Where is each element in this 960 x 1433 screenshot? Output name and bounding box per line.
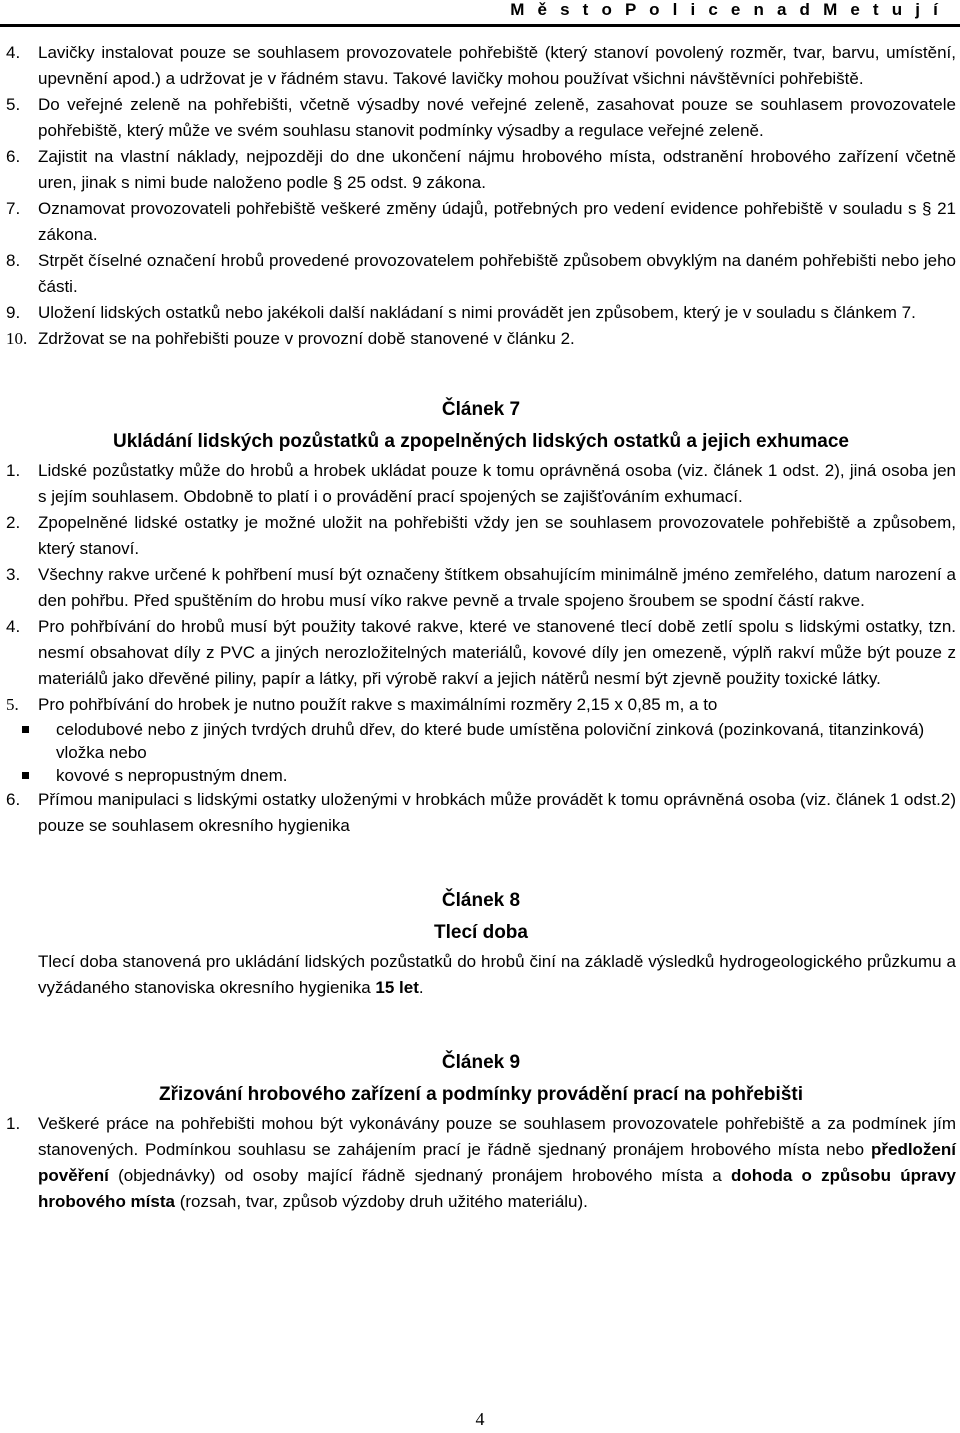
item-text-part: (objednávky) od osoby mající řádně sjednaný pronájem hrobového místa a <box>108 1166 731 1185</box>
article-8 <box>6 885 956 1001</box>
list-item <box>6 40 956 92</box>
list-item <box>6 614 956 692</box>
list-item <box>6 458 956 510</box>
item-text: Všechny rakve určené k pohřbení musí být označeny štítkem obsahujícím minimálně jméno zemřelého, datum narození a den pohřbu. Před spuštěním do hrobu musí víko rakve pevně a trvale spojeno šroubem se spodní částí rakve. <box>38 565 956 610</box>
item-text: Strpět číselné označení hrobů provedené provozovatelem pohřebiště způsobem obvyklým na daném pohřebišti nebo jeho části. <box>38 251 956 296</box>
item-text-part: (rozsah, tvar, způsob výzdoby druh užitého materiálu). <box>174 1192 588 1211</box>
list-item <box>6 92 956 144</box>
item-text-part: Veškeré práce na pohřebišti mohou být vykonávány pouze se souhlasem provozovatele pohřebiště a za podmínek jím stanovených. Podmínkou souhlasu se zahájením prací je řádně sjednaný pronájem hrobového místa nebo <box>38 1114 956 1159</box>
list-item <box>6 1111 956 1215</box>
list-item <box>6 300 956 326</box>
list-item <box>6 510 956 562</box>
article-8-text-end: . <box>418 978 424 997</box>
page-header: M ě s t o P o l i c e n a d M e t u j í <box>510 0 942 19</box>
bullet-text: celodubové nebo z jiných tvrdých druhů dřev, do které bude umístěna poloviční zinková (pozinkovaná, titanzinková) vložka nebo <box>56 720 925 762</box>
article-8-title: Článek 8 <box>441 890 521 911</box>
item-number: 9. <box>6 303 21 322</box>
list-item <box>6 248 956 300</box>
page-number: 4 <box>475 1409 485 1429</box>
article-9-title: Článek 9 <box>441 1052 521 1073</box>
item-text: Uložení lidských ostatků nebo jakékoli další nakládaní s nimi provádět jen způsobem, který je v souladu s článkem 7. <box>38 303 916 322</box>
document-body <box>6 40 956 1215</box>
item-text: Pro pohřbívání do hrobů musí být použity takové rakve, které ve stanovené tlecí době zetlí spolu s lidskými ostatky, tzn. nesmí obsahovat díly z PVC a jiných nerozložitelných materiálů, kovové díly jen omezeně, výplň rakví může být pouze z materiálů jako dřevěné piliny, papír a látky, při výrobě rakví a jejich nátěrů nesmí být zjevně použity toxické látky. <box>38 617 956 688</box>
item-number: 7. <box>6 199 21 218</box>
list-item <box>6 787 956 839</box>
item-number: 5. <box>6 695 19 714</box>
bullet-list <box>6 718 956 787</box>
item-text-bold: předložení pověření <box>38 1140 956 1185</box>
item-text-bold: dohoda o způsobu úpravy hrobového místa <box>38 1166 956 1211</box>
article-8-text-main: Tlecí doba stanovená pro ukládání lidských pozůstatků do hrobů činí na základě výsledků hydrogeologického průzkumu a vyžádaného stanoviska okresního hygienika <box>38 952 956 997</box>
item-number: 4. <box>6 617 21 636</box>
bullet-text: kovové s nepropustným dnem. <box>56 766 288 785</box>
bullet-item <box>6 764 956 787</box>
item-number: 6. <box>6 147 21 166</box>
item-text: Zajistit na vlastní náklady, nejpozději do dne ukončení nájmu hrobového místa, odstranění hrobového zařízení včetně uren, jinak s nimi bude naloženo podle § 25 odst. 9 zákona. <box>38 147 956 192</box>
item-text: Lavičky instalovat pouze se souhlasem provozovatele pohřebiště (který stanoví povolený rozměr, tvar, barvu, umístění, upevnění apod.) a udržovat je v řádném stavu. Takové lavičky mohou používat všichni návštěvníci pohřebiště. <box>38 43 956 88</box>
square-bullet-icon <box>22 726 29 733</box>
article-7-title: Článek 7 <box>441 399 521 420</box>
item-text <box>38 1111 956 1215</box>
item-number: 10. <box>6 329 28 348</box>
article-8-subtitle: Tlecí doba <box>434 922 528 943</box>
article-7 <box>6 394 956 839</box>
article-8-text-bold: 15 let <box>375 978 419 997</box>
item-number: 6. <box>6 790 21 809</box>
item-text: Lidské pozůstatky může do hrobů a hrobek ukládat pouze k tomu oprávněná osoba (viz. článek 1 odst. 2), jiná osoba jen s jejím souhlasem. Obdobně to platí i o provádění prací spojených se zajišťováním exhumací. <box>38 461 956 506</box>
square-bullet-icon <box>22 772 29 779</box>
item-text: Pro pohřbívání do hrobek je nutno použít rakve s maximálními rozměry 2,15 x 0,85 m, a to <box>38 695 718 714</box>
article-9 <box>6 1047 956 1215</box>
item-text: Oznamovat provozovateli pohřebiště veškeré změny údajů, potřebných pro vedení evidence pohřebiště v souladu s § 21 zákona. <box>38 199 956 244</box>
list-item <box>6 562 956 614</box>
list-item <box>6 144 956 196</box>
bullet-item <box>6 718 956 764</box>
item-number: 5. <box>6 95 21 114</box>
item-text: Do veřejné zeleně na pohřebišti, včetně výsadby nové veřejné zeleně, zasahovat pouze se souhlasem provozovatele pohřebiště, který může ve svém souhlasu stanovit podmínky výsadby a regulace veřejné zeleně. <box>38 95 956 140</box>
item-text: Zdržovat se na pohřebišti pouze v provozní době stanovené v článku 2. <box>38 329 575 348</box>
list-item <box>6 326 956 352</box>
article-9-subtitle: Zřizování hrobového zařízení a podmínky provádění prací na pohřebišti <box>158 1084 803 1105</box>
article-8-text <box>6 949 956 1001</box>
item-number: 2. <box>6 513 21 532</box>
article-7-subtitle: Ukládání lidských pozůstatků a zpopelněných lidských ostatků a jejich exhumace <box>113 431 849 452</box>
header-rule <box>0 24 960 27</box>
list-item <box>6 196 956 248</box>
obligations-list <box>6 40 956 352</box>
item-number: 3. <box>6 565 21 584</box>
item-number: 4. <box>6 43 21 62</box>
item-number: 1. <box>6 1114 21 1133</box>
item-number: 8. <box>6 251 21 270</box>
item-text: Přímou manipulaci s lidskými ostatky uloženými v hrobkách může provádět k tomu oprávněná osoba (viz. článek 1 odst.2) pouze se souhlasem okresního hygienika <box>38 790 956 835</box>
item-text: Zpopelněné lidské ostatky je možné uložit na pohřebišti vždy jen se souhlasem provozovatele pohřebiště a způsobem, který stanoví. <box>38 513 956 558</box>
list-item <box>6 692 956 718</box>
item-number: 1. <box>6 461 21 480</box>
